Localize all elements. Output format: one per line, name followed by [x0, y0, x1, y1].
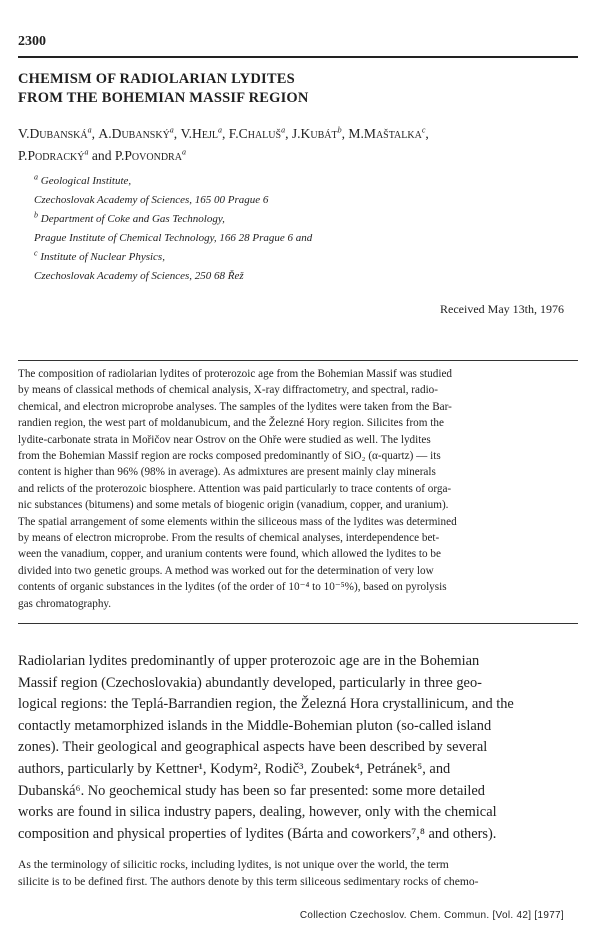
abstract-line: The composition of radiolarian lydites of proterozoic age from the Bohemian Massif was studied [18, 368, 453, 380]
body-line: composition and physical properties of lydites (Bárta and coworkers⁷,⁸ and others). [18, 825, 497, 842]
abstract-line: The spatial arrangement of some elements within the siliceous mass of the lydites was determined [18, 515, 457, 528]
abstract-line: and relicts of the proterozoic biosphere. Attention was paid particularly to trace contents of orga- [18, 482, 452, 495]
body-line: works are found in silica industry papers, dealing, however, only with the chemical [18, 804, 497, 821]
body-line: logical regions: the Teplá-Barrandien region, the Železná Hora crystallinicum, and the [18, 696, 514, 713]
author-name: V.Hejl [180, 126, 218, 141]
body-line: authors, particularly by Kettner¹, Kodym², Rodič³, Zoubek⁴, Petránek⁵, and [18, 760, 451, 777]
page-number: 2300 [18, 34, 46, 49]
abstract-line: lydite-carbonate strata in Mořičov near Ostrov on the Ohře were studied as well. The lydites [18, 433, 431, 446]
author-affil-mark: c [421, 125, 426, 135]
author-affil-mark: a [281, 125, 286, 135]
affiliation-line [34, 172, 574, 191]
body-paragraph-intro [18, 651, 588, 845]
author-affil-mark: a [181, 147, 186, 157]
affiliation-text: Geological Institute, [40, 175, 132, 187]
affiliation-line [34, 267, 574, 286]
body-line: contactly metamorphized islands in the Middle-Bohemian pluton (so-called island [18, 717, 492, 734]
title-line: CHEMISM OF RADIOLARIAN LYDITES [18, 71, 295, 87]
author-affil-mark: a [217, 125, 222, 135]
abstract-line: nic substances (bitumens) and some metals of biogenic origin (vanadium, copper, and uranium). [18, 499, 449, 512]
abstract-line: randien region, the west part of moldanubicum, and the Železné Hory region. Silicites from the [18, 417, 444, 430]
header-rule [18, 56, 578, 58]
abstract-line: contents of organic substances in the lydites (of the order of 10⁻⁴ to 10⁻⁵%), based on pyrolysis [18, 581, 447, 594]
author-name: A.Dubanský [98, 126, 170, 141]
author-name: V.Dubanská [18, 126, 88, 141]
and-word: and [91, 148, 112, 163]
body-line: Massif region (Czechoslovakia) abundantly developed, particularly in three geo- [18, 674, 482, 691]
abstract-top-rule [18, 360, 578, 361]
author-affil-mark: b [337, 125, 342, 135]
author-line: V.Dubanská$^a$, A.Dubanský$^a$, V.Hejl$^a$, F.Chaluš$^a$, J.Kubát$^b$, M.Maštalka$^c$, [18, 125, 429, 141]
body-paragraph-terminology [18, 856, 588, 890]
abstract-line: ween the vanadium, copper, and uranium contents were found, which allowed the lydites to be [18, 548, 441, 561]
affiliation-text: Czechoslovak Academy of Sciences, 165 00 Prague 6 [34, 194, 269, 206]
body-line: zones). Their geological and geographical aspects have been described by several [18, 739, 488, 756]
affil-mark: a [34, 172, 38, 182]
affiliation-line [34, 210, 574, 229]
author-line [18, 145, 588, 167]
author-name: F.Chaluš [228, 126, 282, 141]
author-affil-mark: a [87, 125, 92, 135]
abstract-line: by means of electron microprobe. From the results of chemical analyses, interdependence bet- [18, 532, 440, 545]
body-line: silicite is to be defined first. The authors denote by this term siliceous sedimentary rocks of chemo- [18, 875, 479, 888]
affiliation-line [34, 248, 574, 267]
journal-footer: Collection Czechoslov. Chem. Commun. [Vol. 42] [1977] [299, 910, 564, 921]
abstract [18, 366, 582, 612]
abstract-line: from the Bohemian Massif region are rocks composed predominantly of SiO₂ (α-quartz) — its [18, 450, 441, 463]
author-list [18, 123, 588, 167]
abstract-line: divided into two genetic groups. A method was worked out for the determination of very low [18, 564, 434, 577]
affiliation-text: Prague Institute of Chemical Technology, 166 28 Prague 6 and [34, 232, 313, 244]
author-affil-mark: a [169, 125, 174, 135]
abstract-bottom-rule [18, 623, 578, 624]
body-line: As the terminology of silicitic rocks, including lydites, is not unique over the world, the term [18, 858, 449, 871]
affiliation-text: Czechoslovak Academy of Sciences, 250 68 Řež [34, 270, 244, 282]
author-name: J.Kubát [291, 126, 338, 141]
body-line: Radiolarian lydites predominantly of upper proterozoic age are in the Bohemian [18, 653, 480, 669]
title-line: FROM THE BOHEMIAN MASSIF REGION [18, 90, 309, 106]
body-line: Dubanská⁶. No geochemical study has been so far presented: some more detailed [18, 782, 485, 799]
author-name: M.Maštalka [348, 126, 422, 141]
abstract-line: gas chromatography. [18, 597, 112, 610]
author-name: P.Povondra [114, 148, 182, 163]
author-name: P.Podracký [18, 148, 85, 163]
abstract-line: by means of classical methods of chemical analysis, X-ray diffractometry, and spectral, radio- [18, 384, 438, 397]
affiliation-line [34, 229, 574, 248]
article-title [18, 70, 558, 108]
abstract-line: content is higher than 96% (98% in average). As admixtures are present mainly clay minerals [18, 466, 436, 479]
affiliation-line [34, 191, 574, 210]
affiliation-list [34, 172, 574, 286]
affiliation-text: Department of Coke and Gas Technology, [40, 213, 225, 225]
received-date: Received May 13th, 1976 [440, 302, 564, 316]
affiliation-text: Institute of Nuclear Physics, [40, 251, 165, 263]
author-affil-mark: a [84, 147, 89, 157]
affil-mark: c [34, 248, 38, 258]
affil-mark: b [34, 210, 38, 220]
abstract-line: chemical, and electron microprobe analyses. The samples of the lydites were taken from the Bar- [18, 400, 452, 413]
